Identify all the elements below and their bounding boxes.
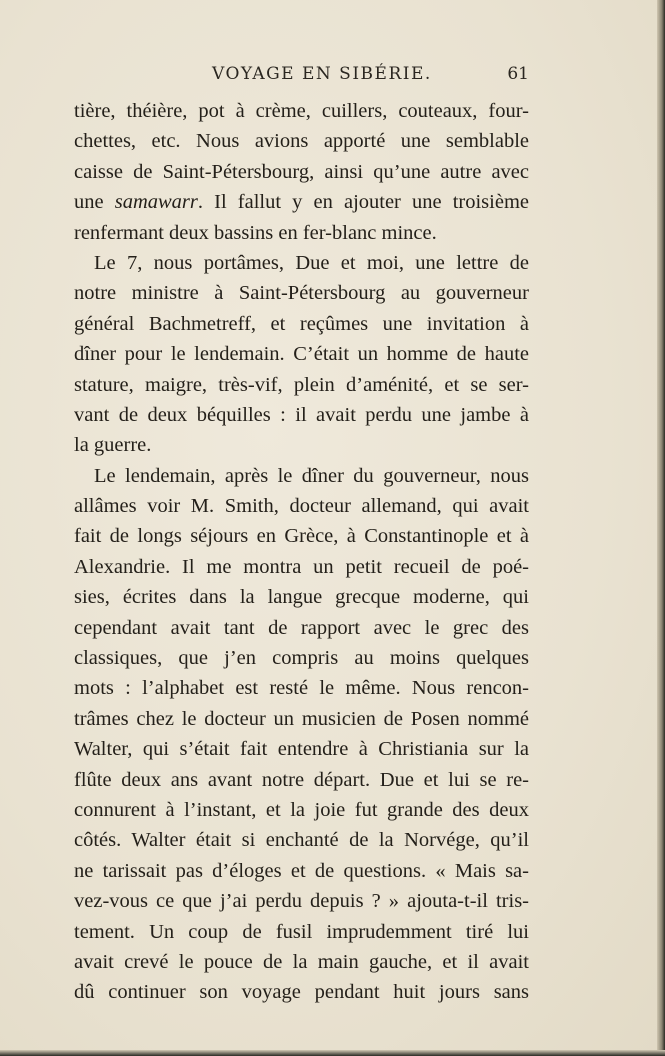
- text-line: côtés. Walter était si enchanté de la Norvége, qu’il: [74, 829, 529, 852]
- body-text: [74, 96, 529, 1008]
- text-line: tement. Un coup de fusil imprudemment tiré lui: [74, 920, 529, 943]
- text-line: cependant avait tant de rapport avec le grec des: [74, 616, 529, 639]
- page-number: 61: [507, 64, 529, 84]
- paragraph-start-line: Le 7, nous portâmes, Due et moi, une lettre de: [94, 251, 529, 274]
- text-line: Walter, qui s’était fait entendre à Christiania sur la: [74, 738, 529, 761]
- page-edge-shadow: [657, 0, 665, 1056]
- text-line: allâmes voir M. Smith, docteur allemand, qui avait: [74, 495, 529, 518]
- text-line: général Bachmetreff, et reçûmes une invitation à: [74, 312, 529, 335]
- page-bottom-edge: [0, 1050, 665, 1056]
- text-line: vez-vous ce que j’ai perdu depuis ? » ajouta-t-il tris-: [74, 890, 529, 913]
- text-line: sies, écrites dans la langue grecque moderne, qui: [74, 586, 529, 609]
- text-line: caisse de Saint-Pétersbourg, ainsi qu’une autre avec: [74, 160, 529, 183]
- text-line: dîner pour le lendemain. C’était un homme de haute: [74, 343, 529, 366]
- text-fragment: une: [74, 191, 115, 214]
- text-line: tière, théière, pot à crème, cuillers, couteaux, four-: [74, 100, 529, 122]
- text-line: vant de deux béquilles : il avait perdu une jambe à: [74, 403, 529, 426]
- text-line: dû continuer son voyage pendant huit jours sans: [74, 981, 529, 1004]
- text-line: fait de longs séjours en Grèce, à Constantinople et à: [74, 525, 529, 548]
- italic-term: samawarr: [114, 191, 198, 214]
- text-line: renfermant deux bassins en fer-blanc mince.: [74, 221, 437, 244]
- text-line: trâmes chez le docteur un musicien de Posen nommé: [74, 707, 529, 730]
- text-line: Alexandrie. Il me montra un petit recueil de poé-: [74, 555, 529, 578]
- text-line: stature, maigre, très-vif, plein d’aménité, et se ser-: [74, 373, 529, 396]
- text-line: avait crevé le pouce de la main gauche, et il avait: [74, 950, 529, 973]
- text-line: mots : l’alphabet est resté le même. Nous rencon-: [74, 677, 529, 700]
- text-line: [74, 187, 529, 217]
- text-fragment: . Il fallut y en ajouter une troisième: [197, 191, 529, 214]
- paragraph-start-line: Le lendemain, après le dîner du gouverneur, nous: [94, 464, 529, 487]
- text-line: notre ministre à Saint-Pétersbourg au gouverneur: [74, 282, 529, 305]
- text-line: ne tarissait pas d’éloges et de questions. « Mais sa-: [74, 859, 529, 882]
- text-line: flûte deux ans avant notre départ. Due et lui se re-: [74, 768, 529, 791]
- text-line: chettes, etc. Nous avions apporté une semblable: [74, 130, 529, 153]
- text-line: la guerre.: [74, 434, 152, 457]
- running-title: VOYAGE EN SIBÉRIE.: [212, 64, 432, 84]
- text-line: classiques, que j’en compris au moins quelques: [74, 647, 529, 670]
- text-line: connurent à l’instant, et la joie fut grande des deux: [74, 798, 529, 821]
- page-header: [74, 62, 529, 92]
